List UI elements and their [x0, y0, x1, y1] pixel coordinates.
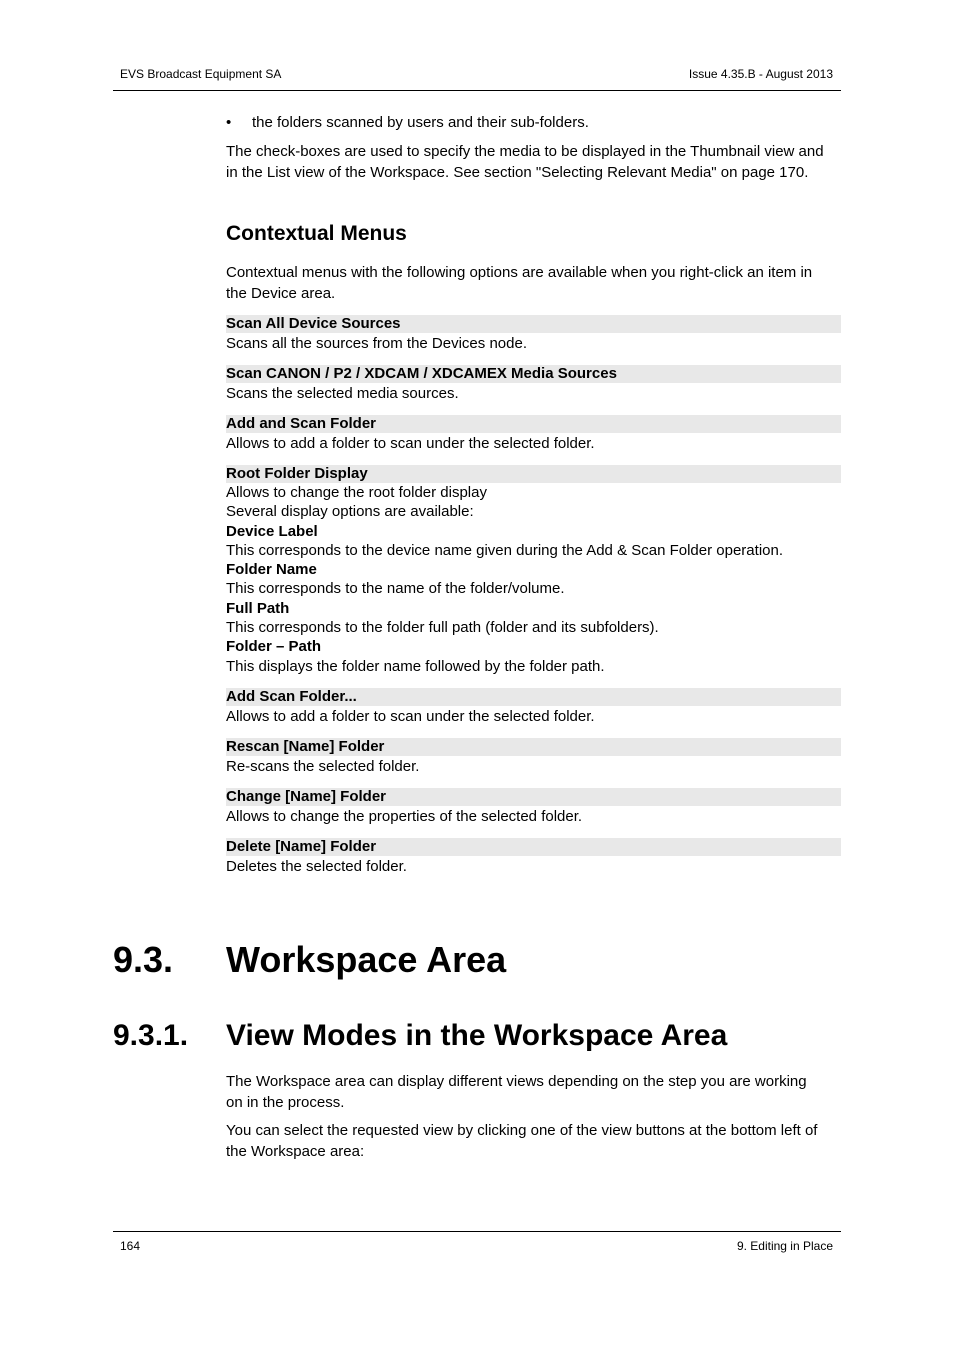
menu-item-rescan-folder [226, 738, 841, 777]
section-number: 9.3.1. [113, 1019, 189, 1052]
menu-item-change-folder [226, 788, 841, 827]
menu-item-title: Add and Scan Folder [226, 415, 841, 433]
menu-item-delete-folder [226, 838, 841, 877]
menu-item-desc: Scans the selected media sources. [226, 385, 459, 402]
menu-item-title: Add Scan Folder... [226, 688, 841, 706]
menu-item-title: Scan CANON / P2 / XDCAM / XDCAMEX Media Sources [226, 365, 841, 383]
menu-item-root-folder-display [226, 465, 841, 676]
contextual-menus-intro [226, 262, 841, 304]
header-issue: Issue 4.35.B - August 2013 [688, 67, 833, 81]
option-label: Full Path [226, 599, 290, 617]
root-display-line1: Allows to change the root folder display [226, 484, 487, 501]
bullet-item [226, 112, 841, 133]
menu-item-desc: Allows to add a folder to scan under the selected folder. [226, 435, 595, 452]
root-display-line2: Several display options are available: [226, 503, 474, 521]
section-heading-9-3-1 [113, 1017, 727, 1055]
paragraph-line: on in the process. [226, 1094, 345, 1111]
header-company: EVS Broadcast Equipment SA [120, 67, 282, 81]
section-heading-9-3 [113, 937, 506, 983]
menu-item-title: Change [Name] Folder [226, 788, 841, 806]
menu-item-desc: Re-scans the selected folder. [226, 757, 420, 775]
option-desc: This displays the folder name followed by the folder path. [226, 657, 605, 675]
section-title: View Modes in the Workspace Area [226, 1019, 728, 1052]
section-number: 9.3. [113, 939, 174, 980]
content-bottom [226, 1071, 841, 1162]
menu-item-desc: Scans all the sources from the Devices node. [226, 335, 527, 352]
bullet-marker: • [226, 114, 232, 131]
menu-item-desc: Allows to change the properties of the selected folder. [226, 807, 583, 825]
contextual-menus-heading: Contextual Menus [226, 222, 407, 245]
intro-line: the Device area. [226, 285, 336, 302]
menu-item-scan-media [226, 365, 841, 404]
header-rule [113, 90, 841, 91]
footer-chapter: 9. Editing in Place [736, 1239, 833, 1253]
view-modes-paragraph-2 [226, 1120, 841, 1162]
intro-line: in the List view of the Workspace. See section "Selecting Relevant Media" on page 170. [226, 164, 809, 181]
option-label: Folder – Path [226, 638, 322, 656]
paragraph-line: The Workspace area can display different views depending on the step you are working [226, 1073, 807, 1090]
menu-item-title: Root Folder Display [226, 465, 841, 483]
menu-item-scan-all [226, 315, 841, 354]
option-desc: This corresponds to the name of the folder/volume. [226, 580, 565, 598]
footer-rule [113, 1231, 841, 1232]
view-modes-paragraph-1 [226, 1071, 841, 1113]
bullet-text: the folders scanned by users and their sub-folders. [252, 114, 589, 131]
menu-item-add-scan-folder-2 [226, 688, 841, 727]
option-label: Device Label [226, 522, 318, 540]
option-label: Folder Name [226, 561, 317, 579]
content-top [226, 112, 841, 877]
paragraph-line: You can select the requested view by clicking one of the view buttons at the bottom left of [226, 1122, 818, 1139]
paragraph-line: the Workspace area: [226, 1143, 365, 1160]
footer-page-number: 164 [120, 1239, 141, 1253]
menu-item-title: Scan All Device Sources [226, 315, 841, 333]
menu-item-title: Rescan [Name] Folder [226, 738, 841, 756]
menu-item-add-scan-folder [226, 415, 841, 454]
option-desc: This corresponds to the device name given during the Add & Scan Folder operation. [226, 541, 783, 559]
section-title: Workspace Area [226, 939, 507, 980]
intro-line: The check-boxes are used to specify the media to be displayed in the Thumbnail view and [226, 143, 824, 160]
menu-item-desc: Deletes the selected folder. [226, 857, 407, 875]
option-desc: This corresponds to the folder full path (folder and its subfolders). [226, 619, 659, 637]
menu-item-desc: Allows to add a folder to scan under the selected folder. [226, 707, 595, 725]
menu-item-title: Delete [Name] Folder [226, 838, 841, 856]
intro-line: Contextual menus with the following options are available when you right-click an item in [226, 264, 813, 281]
intro-paragraph [226, 141, 841, 183]
